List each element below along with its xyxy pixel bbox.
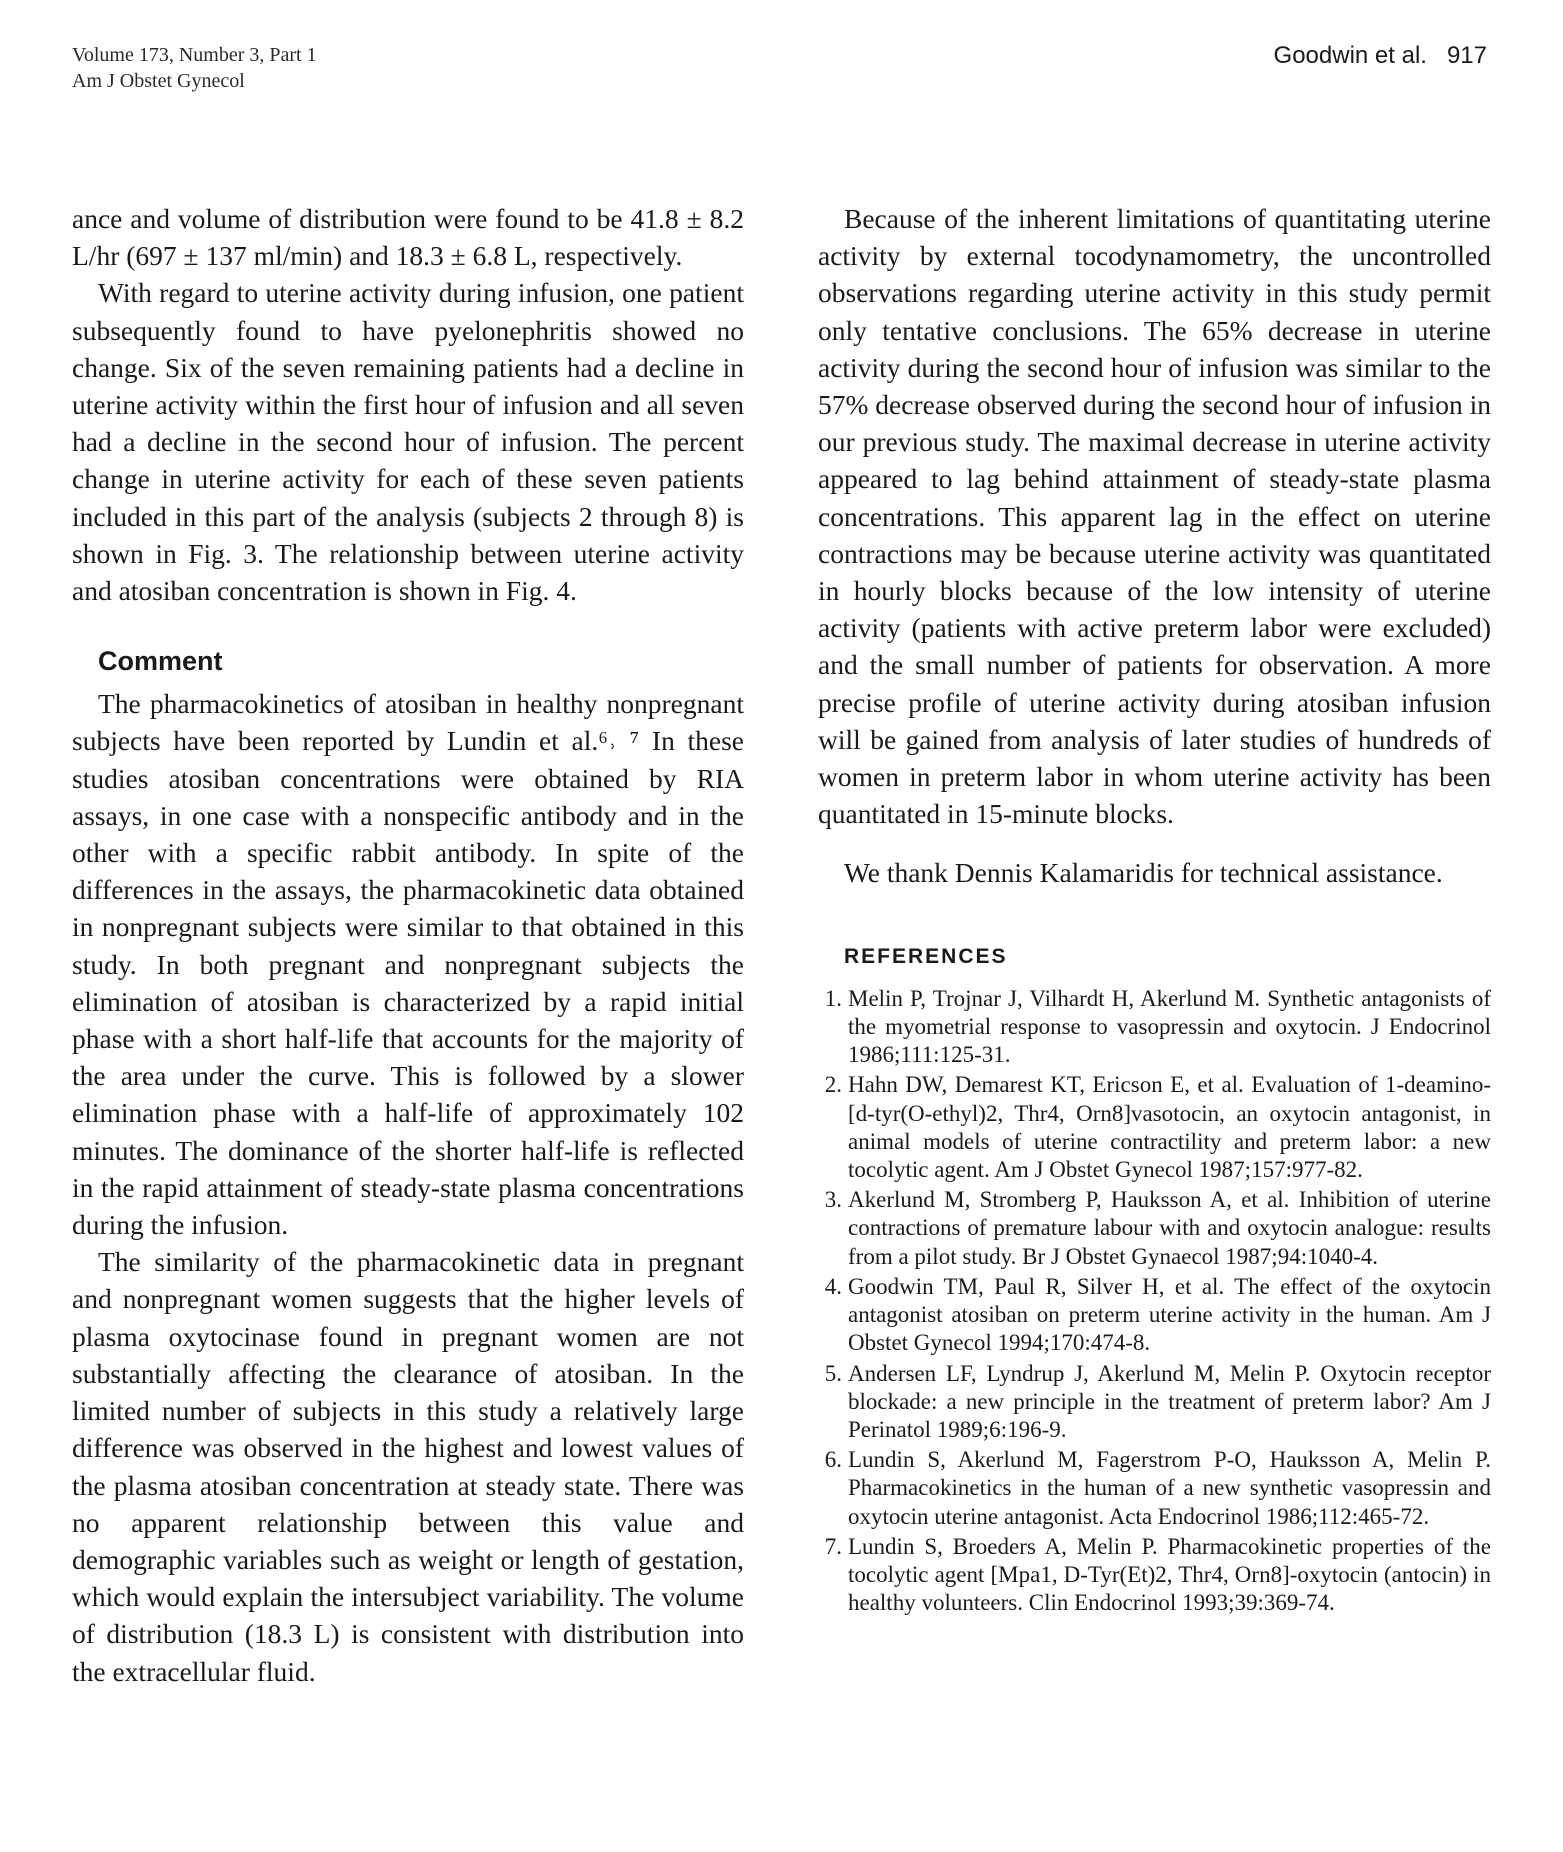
- reference-item: [818, 985, 1491, 1070]
- reference-text: Lundin S, Akerlund M, Fagerstrom P-O, Hauksson A, Melin P. Pharmacokinetics in the human of a new synthetic vasopressin and oxytocin uterine antagonist. Acta Endocrinol 1986;112:465-72.: [848, 1447, 1491, 1529]
- paragraph: The similarity of the pharmacokinetic data in pregnant and nonpregnant women suggests that the higher levels of plasma oxytocinase found in pregnant women are not substantially affecting the clearance of atosiban. In the limited number of subjects in this study a relatively large difference was observed in the highest and lowest values of the plasma atosiban concentration at steady state. There was no apparent relationship between this value and demographic variables such as weight or length of gestation, which would explain the intersubject variability. The volume of distribution (18.3 L) is consistent with distribution into the extracellular fluid.: [72, 1246, 744, 1687]
- paragraph: With regard to uterine activity during infusion, one patient subsequently found to have pyelonephritis showed no change. Six of the seven remaining patients had a decline in uterine activity within the first hour of infusion and all seven had a decline in the second hour of infusion. The percent change in uterine activity for each of these seven patients included in this part of the analysis (subjects 2 through 8) is shown in Fig. 3. The relationship between uterine activity and atosiban concentration is shown in Fig. 4.: [72, 277, 744, 607]
- reference-number: 5.: [824, 1360, 842, 1386]
- journal-volume: Volume 173, Number 3, Part 1: [72, 44, 317, 66]
- reference-text: Akerlund M, Stromberg P, Hauksson A, et al. Inhibition of uterine contractions of premature labour with and oxytocin analogue: results from a pilot study. Br J Obstet Gynaecol 1987;94:1040-4.: [848, 1187, 1491, 1269]
- reference-item: [818, 1533, 1491, 1618]
- reference-number: 6.: [824, 1447, 842, 1473]
- journal-name: Am J Obstet Gynecol: [72, 70, 245, 92]
- reference-number: 2.: [824, 1072, 842, 1098]
- page-number: 917: [1446, 42, 1487, 69]
- reference-item: [818, 1446, 1491, 1531]
- paragraph: The pharmacokinetics of atosiban in healthy nonpregnant subjects have been reported by Lundin et al.⁶˒ ⁷ In these studies atosiban concentrations were obtained by RIA assays, in one case with a nonspecific antibody and in the other with a specific rabbit antibody. In spite of the differences in the assays, the pharmacokinetic data obtained in nonpregnant subjects were similar to that obtained in this study. In both pregnant and nonpregnant subjects the elimination of atosiban is characterized by a rapid initial phase with a short half-life that accounts for the majority of the area under the curve. This is followed by a slower elimination phase with a half-life of approximately 102 minutes. The dominance of the shorter half-life is reflected in the rapid attainment of steady-state plasma concentrations during the infusion.: [72, 688, 744, 1241]
- reference-list: [818, 985, 1491, 1617]
- reference-text: Goodwin TM, Paul R, Silver H, et al. The effect of the oxytocin antagonist atosiban on preterm uterine activity in the human. Am J Obstet Gynecol 1994;170:474-8.: [848, 1273, 1491, 1356]
- references-heading: REFERENCES: [844, 944, 1008, 968]
- reference-text: Hahn DW, Demarest KT, Ericson E, et al. Evaluation of 1-deamino-[d-tyr(O-ethyl)2, Thr4, Orn8]vasotocin, an oxytocin antagonist, in animal models of uterine contractility and preterm labor: a new tocolytic agent. Am J Obstet Gynecol 1987;157:977-82.: [848, 1072, 1491, 1183]
- reference-text: Andersen LF, Lyndrup J, Akerlund M, Melin P. Oxytocin receptor blockade: a new principle in the treatment of preterm labor? Am J Perinatol 1989;6:196-9.: [848, 1360, 1491, 1442]
- reference-text: Lundin S, Broeders A, Melin P. Pharmacokinetic properties of the tocolytic agent [Mpa1, D-Tyr(Et)2, Thr4, Orn8]-oxytocin (antocin) in healthy volunteers. Clin Endocrinol 1993;39:369-74.: [848, 1533, 1491, 1616]
- reference-item: [818, 1071, 1491, 1184]
- reference-number: 7.: [824, 1533, 842, 1559]
- section-heading-comment: Comment: [98, 646, 223, 677]
- reference-item: [818, 1360, 1491, 1445]
- running-head-authors: Goodwin et al.: [1273, 42, 1427, 69]
- reference-number: 3.: [824, 1187, 842, 1213]
- left-column: [72, 200, 744, 1690]
- paragraph: ance and volume of distribution were found to be 41.8 ± 8.2 L/hr (697 ± 137 ml/min) and 18.3 ± 6.8 L, respectively.: [72, 203, 744, 272]
- journal-info: [72, 42, 317, 94]
- reference-item: [818, 1186, 1491, 1271]
- reference-number: 4.: [824, 1273, 842, 1299]
- acknowledgment: We thank Dennis Kalamaridis for technical assistance.: [844, 857, 1443, 889]
- running-head: [1274, 42, 1487, 70]
- right-column: [818, 200, 1491, 1619]
- reference-item: [818, 1273, 1491, 1358]
- reference-text: Melin P, Trojnar J, Vilhardt H, Akerlund M. Synthetic antagonists of the myometrial response to vasopressin and oxytocin. J Endocrinol 1986;111:125-31.: [848, 985, 1491, 1068]
- reference-number: 1.: [824, 985, 842, 1011]
- paragraph: Because of the inherent limitations of quantitating uterine activity by external tocodynamometry, the uncontrolled observations regarding uterine activity in this study permit only tentative conclusions. The 65% decrease in uterine activity during the second hour of infusion was similar to the 57% decrease observed during the second hour of infusion in our previous study. The maximal decrease in uterine activity appeared to lag behind attainment of steady-state plasma concentrations. This apparent lag in the effect on uterine contractions may be because uterine activity was quantitated in hourly blocks because of the low intensity of uterine activity (patients with active preterm labor were excluded) and the small number of patients for observation. A more precise profile of uterine activity during atosiban infusion will be gained from analysis of later studies of hundreds of women in preterm labor in whom uterine activity has been quantitated in 15-minute blocks.: [818, 203, 1491, 830]
